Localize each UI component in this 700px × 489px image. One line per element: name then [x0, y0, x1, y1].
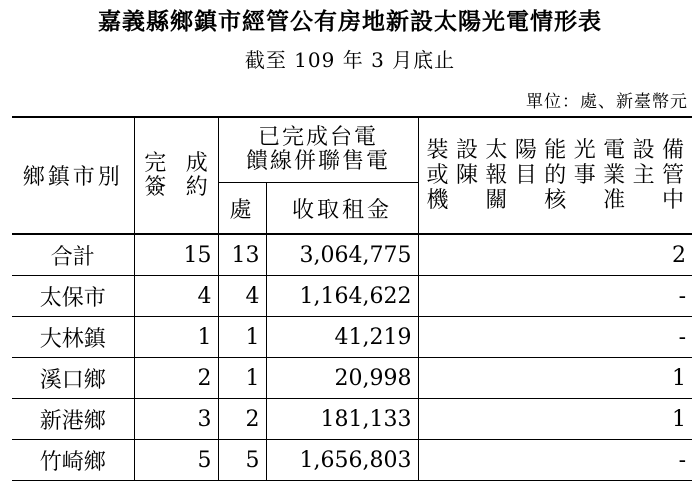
cell-town: 竹崎鄉: [12, 440, 134, 481]
cell-pending: -: [418, 317, 692, 358]
cell-town: 太保市: [12, 276, 134, 317]
cell-signed: 15: [134, 234, 218, 276]
table-row: [12, 358, 692, 399]
solar-table: [12, 116, 692, 481]
cell-rent: 1,656,803: [266, 440, 418, 481]
cell-town: 溪口鄉: [12, 358, 134, 399]
cell-pending: 1: [418, 399, 692, 440]
cell-town: 新港鄉: [12, 399, 134, 440]
cell-signed: 3: [134, 399, 218, 440]
table-row: [12, 234, 692, 276]
header-town: 鄉鎮市別: [12, 117, 134, 234]
cell-pending: -: [418, 276, 692, 317]
cell-places: 1: [218, 317, 266, 358]
header-apply-line: 或陳報目的事業主管: [426, 163, 685, 188]
cell-rent: 20,998: [266, 358, 418, 399]
cell-pending: 2: [418, 234, 692, 276]
cell-rent: 1,164,622: [266, 276, 418, 317]
cell-signed: 5: [134, 440, 218, 481]
cell-places: 4: [218, 276, 266, 317]
cell-rent: 181,133: [266, 399, 418, 440]
date-subtitle: 截至 109 年 3 月底止: [244, 48, 456, 72]
cell-town: 合計: [12, 234, 134, 276]
header-places: 處: [218, 183, 266, 235]
unit-note: 單位：處、新臺幣元: [526, 92, 688, 112]
header-completed-char: 簽: [144, 174, 167, 200]
header-pending-approval: [418, 117, 692, 234]
cell-signed: 4: [134, 276, 218, 317]
header-grid-connected: [218, 117, 418, 183]
cell-pending: -: [418, 440, 692, 481]
table-row: [12, 276, 692, 317]
table-row: [12, 440, 692, 481]
cell-signed: 1: [134, 317, 218, 358]
header-apply-line: 裝設太陽能光電設備: [426, 138, 685, 163]
table-row: [12, 317, 692, 358]
cell-places: 13: [218, 234, 266, 276]
page-title: 嘉義縣鄉鎮市經管公有房地新設太陽光電情形表: [98, 9, 602, 35]
header-grid-line2: 饋線併聯售電: [246, 149, 391, 174]
header-rent: 收取租金: [266, 183, 418, 235]
header-apply-line: 機關核准中: [426, 188, 685, 213]
cell-places: 5: [218, 440, 266, 481]
header-completed-char: 約: [185, 174, 208, 200]
cell-signed: 2: [134, 358, 218, 399]
cell-town: 大林鎮: [12, 317, 134, 358]
header-grid-line1: 已完成台電: [258, 125, 379, 150]
cell-rent: 3,064,775: [266, 234, 418, 276]
header-completed-char: 成: [185, 150, 208, 176]
table-row: [12, 399, 692, 440]
cell-rent: 41,219: [266, 317, 418, 358]
cell-places: 2: [218, 399, 266, 440]
header-completed-char: 完: [144, 150, 167, 176]
cell-places: 1: [218, 358, 266, 399]
header-completed-signed: [134, 117, 218, 234]
cell-pending: 1: [418, 358, 692, 399]
